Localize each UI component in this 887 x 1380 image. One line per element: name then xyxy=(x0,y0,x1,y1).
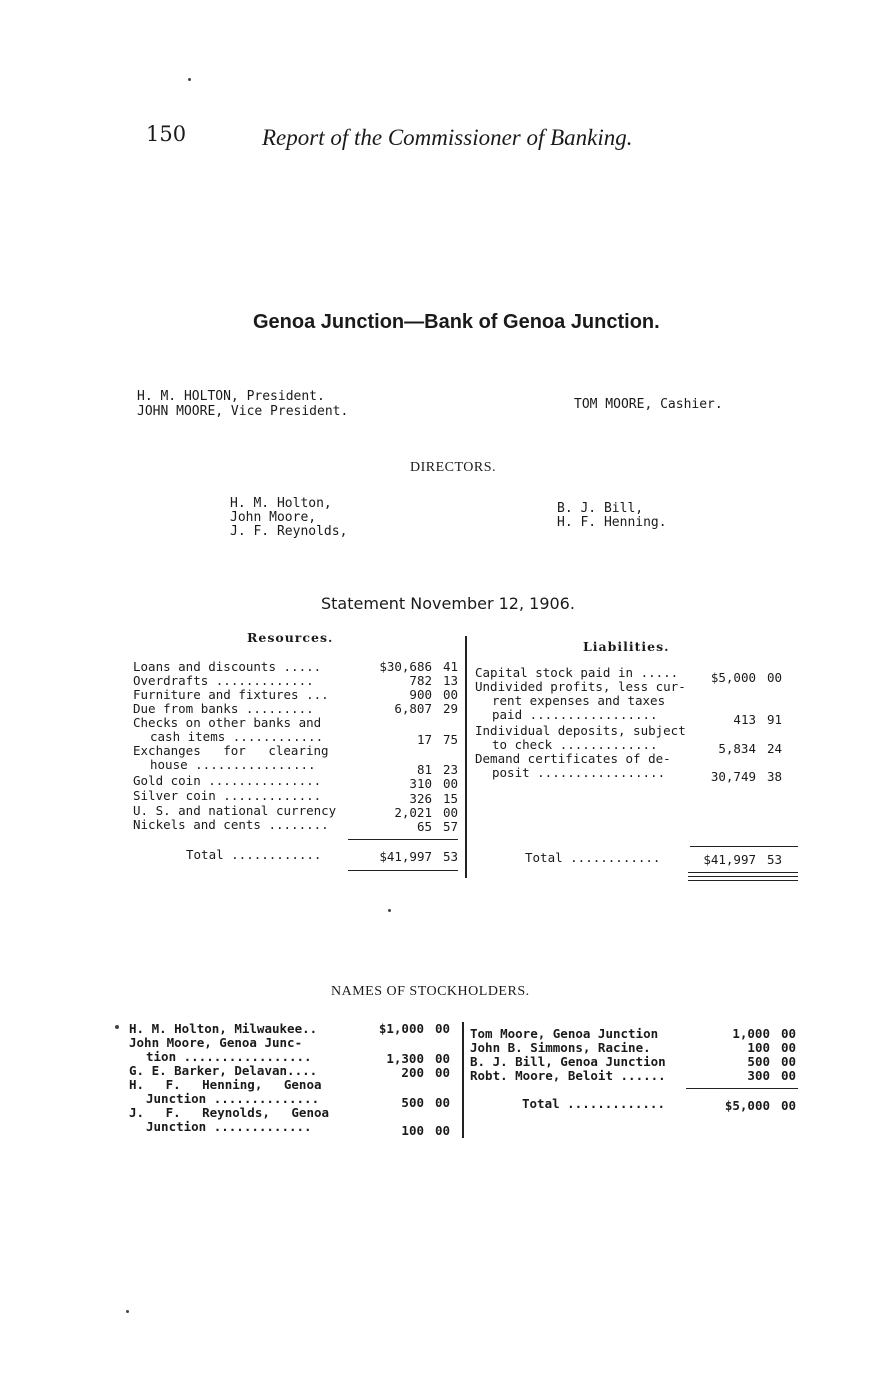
resource-label: U. S. and national currency xyxy=(133,803,337,818)
resource-label: Overdrafts ............. xyxy=(133,673,314,688)
liabilities-total-rule xyxy=(688,872,798,873)
liability-label: Individual deposits, subject xyxy=(475,723,686,738)
resources-heading: Resources. xyxy=(247,630,334,645)
stockholder-amount: 100 00 xyxy=(747,1040,796,1055)
stockholders-column-divider xyxy=(462,1022,464,1138)
resource-label: Gold coin ............... xyxy=(133,773,322,788)
liability-amount: 5,834 24 xyxy=(718,741,782,756)
officer-vice-president: JOHN MOORE, Vice President. xyxy=(137,404,349,419)
stockholder-name: G. E. Barker, Delavan.... xyxy=(129,1063,318,1078)
liabilities-heading: Liabilities. xyxy=(583,639,670,654)
stockholder-name: H. M. Holton, Milwaukee.. xyxy=(129,1021,318,1036)
resource-label: Exchanges for clearing xyxy=(133,743,329,758)
stockholder-name: John B. Simmons, Racine. xyxy=(470,1040,651,1055)
stockholder-name: Junction .............. xyxy=(146,1091,320,1106)
print-speck xyxy=(188,78,191,81)
director-name: H. M. Holton, xyxy=(230,496,332,511)
liability-label: Undivided profits, less cur- xyxy=(475,679,686,694)
resource-amount: 81 23 xyxy=(416,762,458,777)
stockholder-amount: 1,300 00 xyxy=(386,1051,450,1066)
print-speck xyxy=(388,909,391,912)
stockholders-total-amount: $5,000 00 xyxy=(724,1098,796,1113)
liability-label: to check ............. xyxy=(492,737,658,752)
resource-amount: 326 15 xyxy=(409,791,458,806)
running-title: Report of the Commissioner of Banking. xyxy=(262,125,633,150)
officer-cashier: TOM MOORE, Cashier. xyxy=(574,397,723,412)
stockholder-name: B. J. Bill, Genoa Junction xyxy=(470,1054,666,1069)
resource-amount: 2,021 00 xyxy=(394,805,458,820)
director-name: H. F. Henning. xyxy=(557,515,667,530)
print-speck xyxy=(115,1025,119,1029)
resources-subtotal-rule xyxy=(348,839,458,840)
stockholder-name: J. F. Reynolds, Genoa xyxy=(129,1105,330,1120)
liability-label: Capital stock paid in ..... xyxy=(475,665,679,680)
directors-heading: DIRECTORS. xyxy=(410,460,497,475)
stockholder-name: tion ................. xyxy=(146,1049,312,1064)
stockholder-amount: $1,000 00 xyxy=(378,1021,450,1036)
resources-total-amount: $41,997 53 xyxy=(379,849,458,864)
resource-amount: 900 00 xyxy=(409,687,458,702)
liabilities-total-amount: $41,997 53 xyxy=(703,852,782,867)
stockholder-name: John Moore, Genoa Junc- xyxy=(129,1035,303,1050)
liability-amount: 30,749 38 xyxy=(710,769,782,784)
print-speck xyxy=(126,1310,129,1313)
liabilities-total-label: Total ............ xyxy=(525,850,661,865)
director-name: J. F. Reynolds, xyxy=(230,524,348,539)
resource-label: Nickels and cents ........ xyxy=(133,817,329,832)
resource-label: house ................ xyxy=(150,757,316,772)
liability-amount: $5,000 00 xyxy=(710,670,782,685)
resource-amount: 65 57 xyxy=(416,819,458,834)
liability-label: posit ................. xyxy=(492,765,666,780)
stockholders-total-rule xyxy=(686,1088,798,1089)
stockholder-amount: 300 00 xyxy=(747,1068,796,1083)
stockholder-amount: 100 00 xyxy=(401,1123,450,1138)
resource-label: Silver coin ............. xyxy=(133,788,322,803)
liabilities-total-rule xyxy=(688,876,798,877)
resource-amount: $30,686 41 xyxy=(379,659,458,674)
stockholder-name: H. F. Henning, Genoa xyxy=(129,1077,322,1092)
bank-heading: Genoa Junction—Bank of Genoa Junction. xyxy=(253,311,660,333)
resource-label: Furniture and fixtures ... xyxy=(133,687,329,702)
liabilities-total-rule xyxy=(688,880,798,881)
page-number: 150 xyxy=(146,122,187,146)
stockholder-amount: 500 00 xyxy=(401,1095,450,1110)
liability-label: rent expenses and taxes xyxy=(492,693,666,708)
resource-label: cash items ............ xyxy=(150,729,324,744)
resources-total-rule xyxy=(348,870,458,871)
stockholders-heading: NAMES OF STOCKHOLDERS. xyxy=(331,984,530,999)
liability-label: Demand certificates of de- xyxy=(475,751,671,766)
director-name: B. J. Bill, xyxy=(557,501,644,516)
resources-total-label: Total ............ xyxy=(186,847,322,862)
statement-column-divider xyxy=(465,636,467,878)
resource-amount: 782 13 xyxy=(409,673,458,688)
liability-amount: 413 91 xyxy=(733,712,782,727)
resource-label: Checks on other banks and xyxy=(133,715,322,730)
liabilities-subtotal-rule xyxy=(690,846,798,847)
stockholder-name: Tom Moore, Genoa Junction xyxy=(470,1026,659,1041)
resource-amount: 310 00 xyxy=(409,776,458,791)
stockholder-amount: 1,000 00 xyxy=(732,1026,796,1041)
statement-title: Statement November 12, 1906. xyxy=(321,594,575,613)
officer-president: H. M. HOLTON, President. xyxy=(137,389,325,404)
resource-label: Loans and discounts ..... xyxy=(133,659,322,674)
resource-amount: 6,807 29 xyxy=(394,701,458,716)
resource-label: Due from banks ......... xyxy=(133,701,314,716)
stockholders-total-label: Total ............. xyxy=(522,1096,665,1111)
stockholder-amount: 500 00 xyxy=(747,1054,796,1069)
director-name: John Moore, xyxy=(230,510,317,525)
stockholder-name: Robt. Moore, Beloit ...... xyxy=(470,1068,666,1083)
stockholder-name: Junction ............. xyxy=(146,1119,312,1134)
liability-label: paid ................. xyxy=(492,707,658,722)
resource-amount: 17 75 xyxy=(416,732,458,747)
stockholder-amount: 200 00 xyxy=(401,1065,450,1080)
